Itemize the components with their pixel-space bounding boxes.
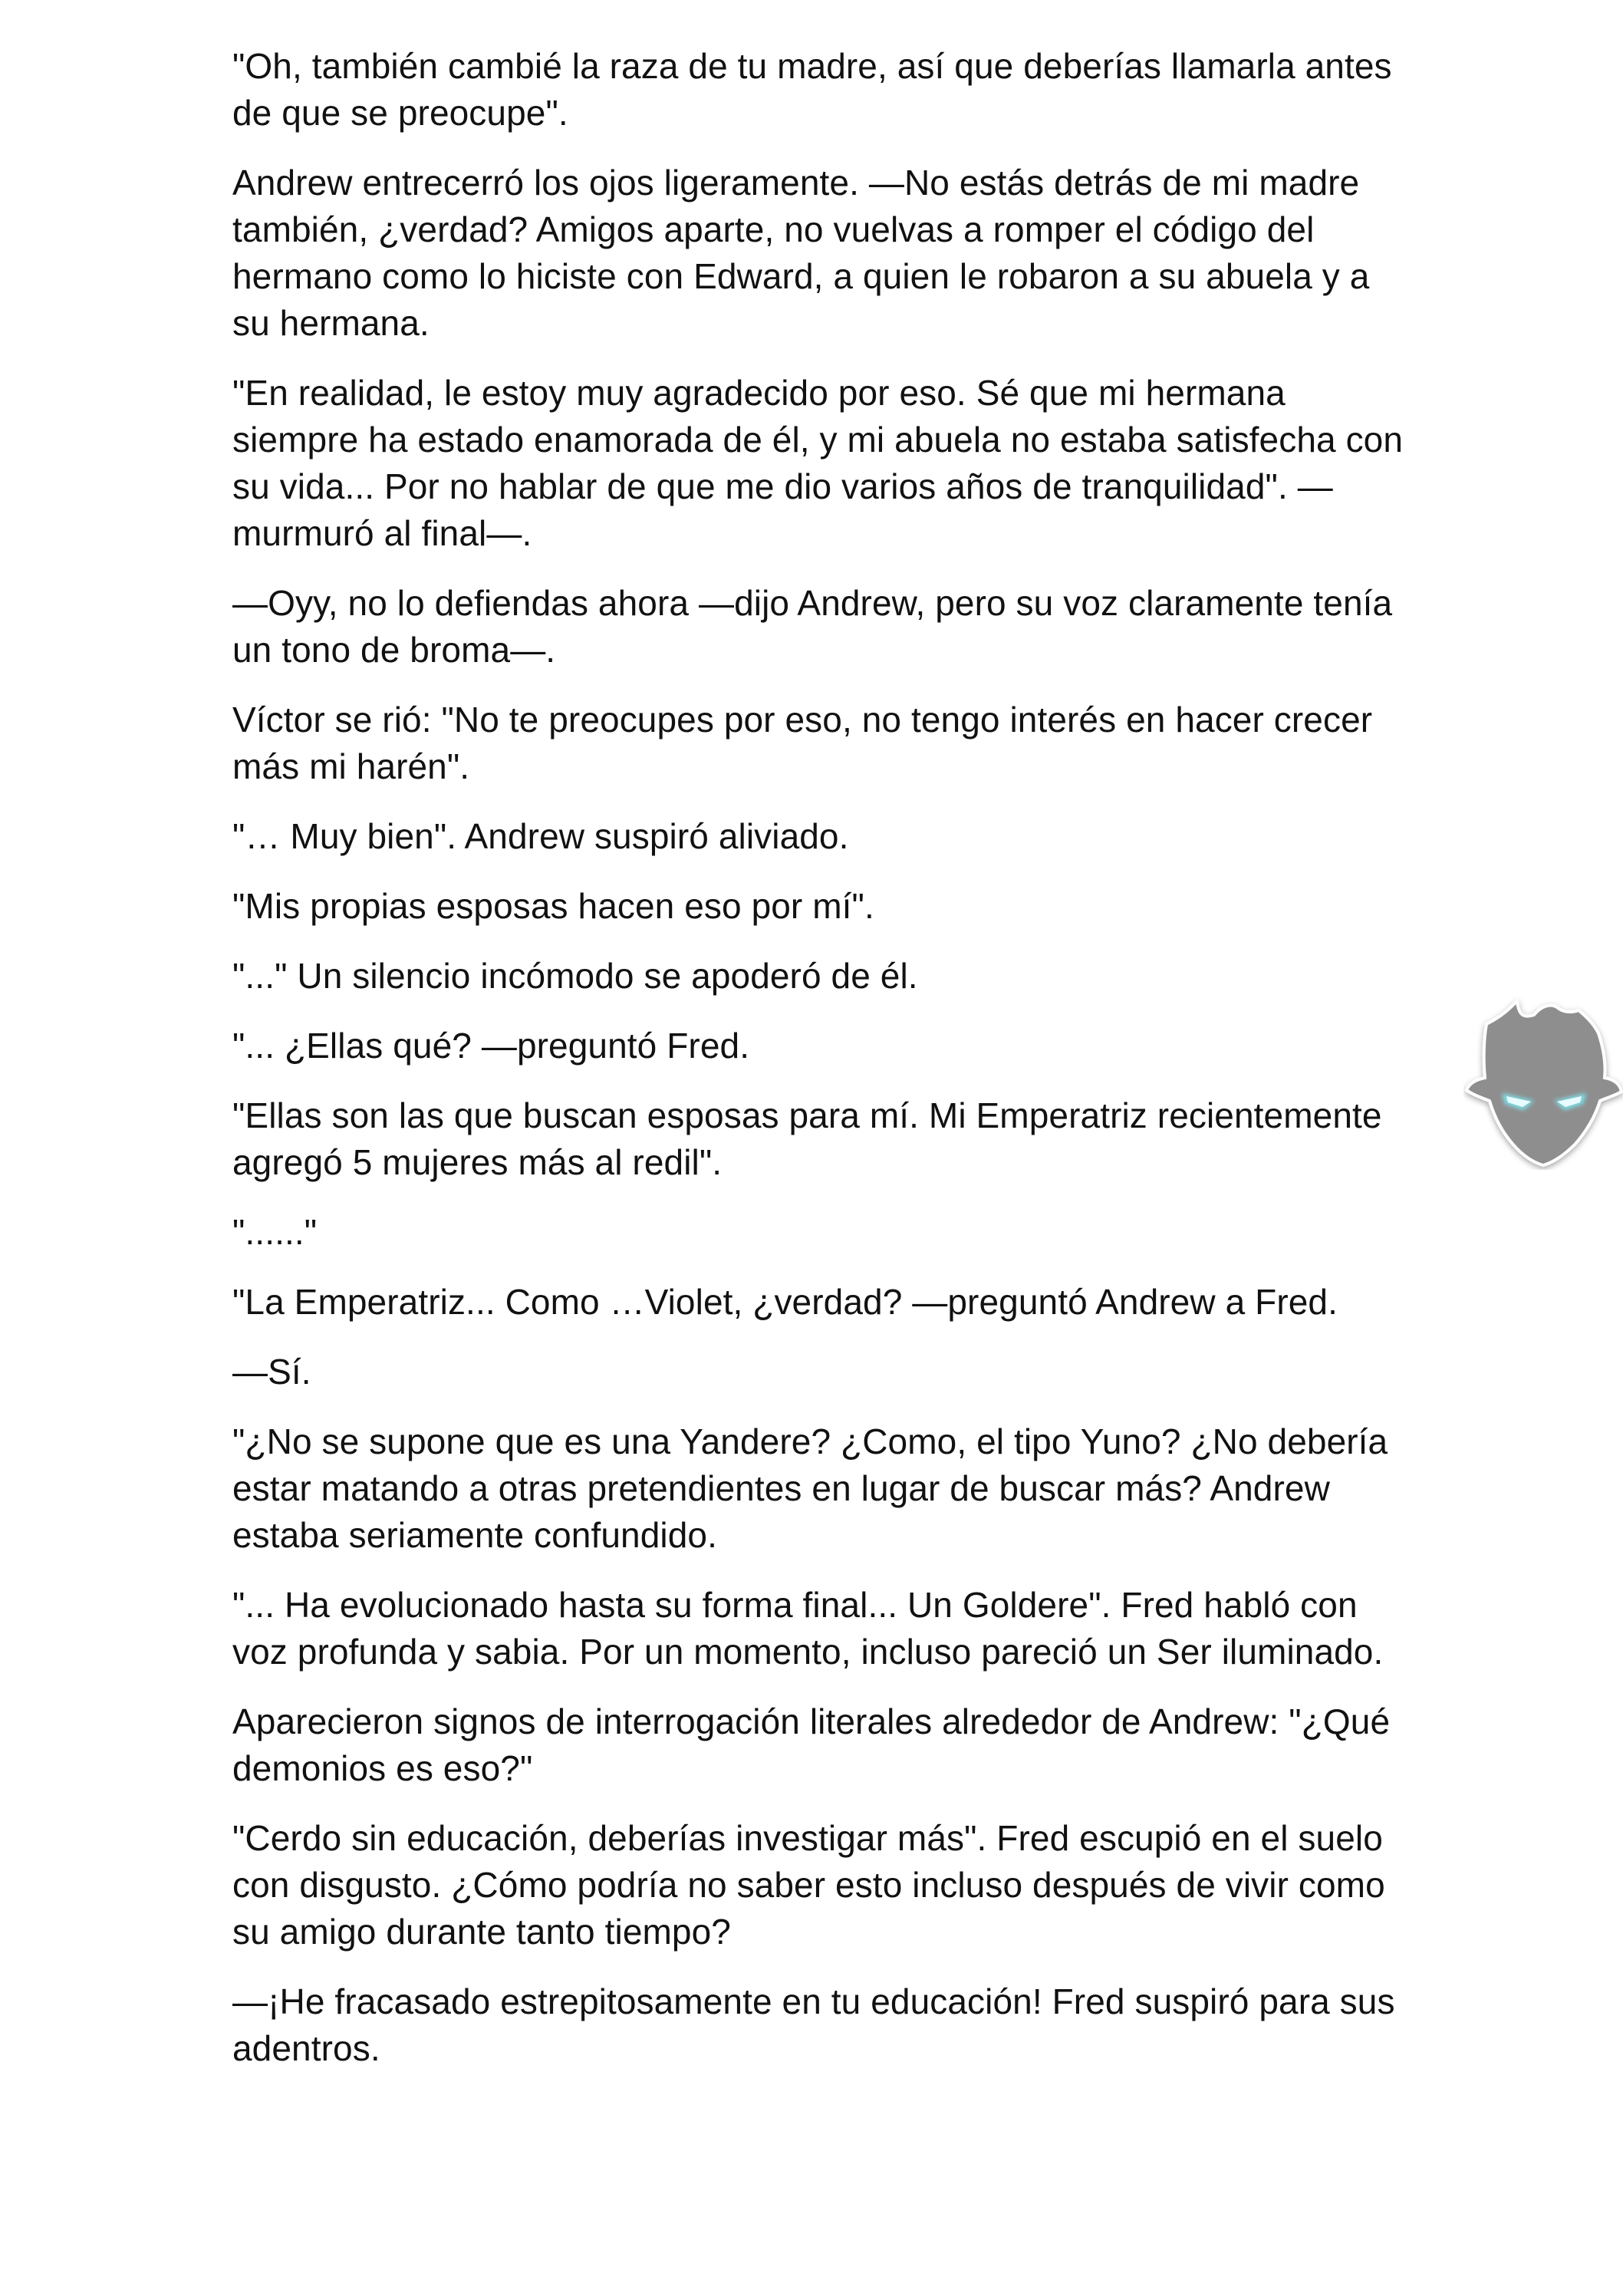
- document-page: [232, 43, 1406, 2095]
- paragraph: "... Ha evolucionado hasta su forma final... Un Goldere". Fred habló con voz profunda y sabia. Por un momento, incluso pareció un Ser iluminado.: [232, 1585, 1384, 1672]
- paragraph: Víctor se rió: "No te preocupes por eso, no tengo interés en hacer crecer más mi harén".: [232, 700, 1373, 786]
- paragraph: "..." Un silencio incómodo se apoderó de él.: [232, 956, 918, 996]
- paragraph: Aparecieron signos de interrogación literales alrededor de Andrew: "¿Qué demonios es eso?": [232, 1701, 1391, 1788]
- paragraph: "Oh, también cambié la raza de tu madre, así que deberías llamarla antes de que se preocupe".: [232, 46, 1392, 133]
- paragraph: —Sí.: [232, 1352, 311, 1392]
- paragraph: "¿No se supone que es una Yandere? ¿Como, el tipo Yuno? ¿No debería estar matando a otras pretendientes en lugar de buscar más? Andrew estaba seriamente confundido.: [232, 1421, 1388, 1555]
- paragraph: —Oyy, no lo defiendas ahora —dijo Andrew, pero su voz claramente tenía un tono de broma—.: [232, 583, 1393, 670]
- paragraph: "Mis propias esposas hacen eso por mí".: [232, 886, 874, 926]
- paragraph: Andrew entrecerró los ojos ligeramente. —No estás detrás de mi madre también, ¿verdad? Amigos aparte, no vuelvas a romper el código del hermano como lo hiciste con Edward, a quien le robaron a su abuela y a su hermana.: [232, 163, 1370, 343]
- paragraph: "… Muy bien". Andrew suspiró aliviado.: [232, 816, 849, 856]
- paragraph: —¡He fracasado estrepitosamente en tu educación! Fred suspiró para sus adentros.: [232, 1981, 1395, 2068]
- paragraph: "La Emperatriz... Como …Violet, ¿verdad? —preguntó Andrew a Fred.: [232, 1282, 1338, 1322]
- paragraph: "Cerdo sin educación, deberías investigar más". Fred escupió en el suelo con disgusto. ¿Cómo podría no saber esto incluso después de vivir como su amigo durante tanto tiempo?: [232, 1818, 1385, 1952]
- paragraph: "Ellas son las que buscan esposas para mí. Mi Emperatriz recientemente agregó 5 mujeres más al redil".: [232, 1095, 1382, 1182]
- paragraph: "... ¿Ellas qué? —preguntó Fred.: [232, 1026, 750, 1066]
- demon-head-icon: [1463, 993, 1623, 1170]
- paragraph: "En realidad, le estoy muy agradecido por eso. Sé que mi hermana siempre ha estado enamorada de él, y mi abuela no estaba satisfecha con su vida... Por no hablar de que me dio varios años de tranquilidad". —murmuró al final—.: [232, 373, 1404, 553]
- paragraph: "......": [232, 1212, 318, 1252]
